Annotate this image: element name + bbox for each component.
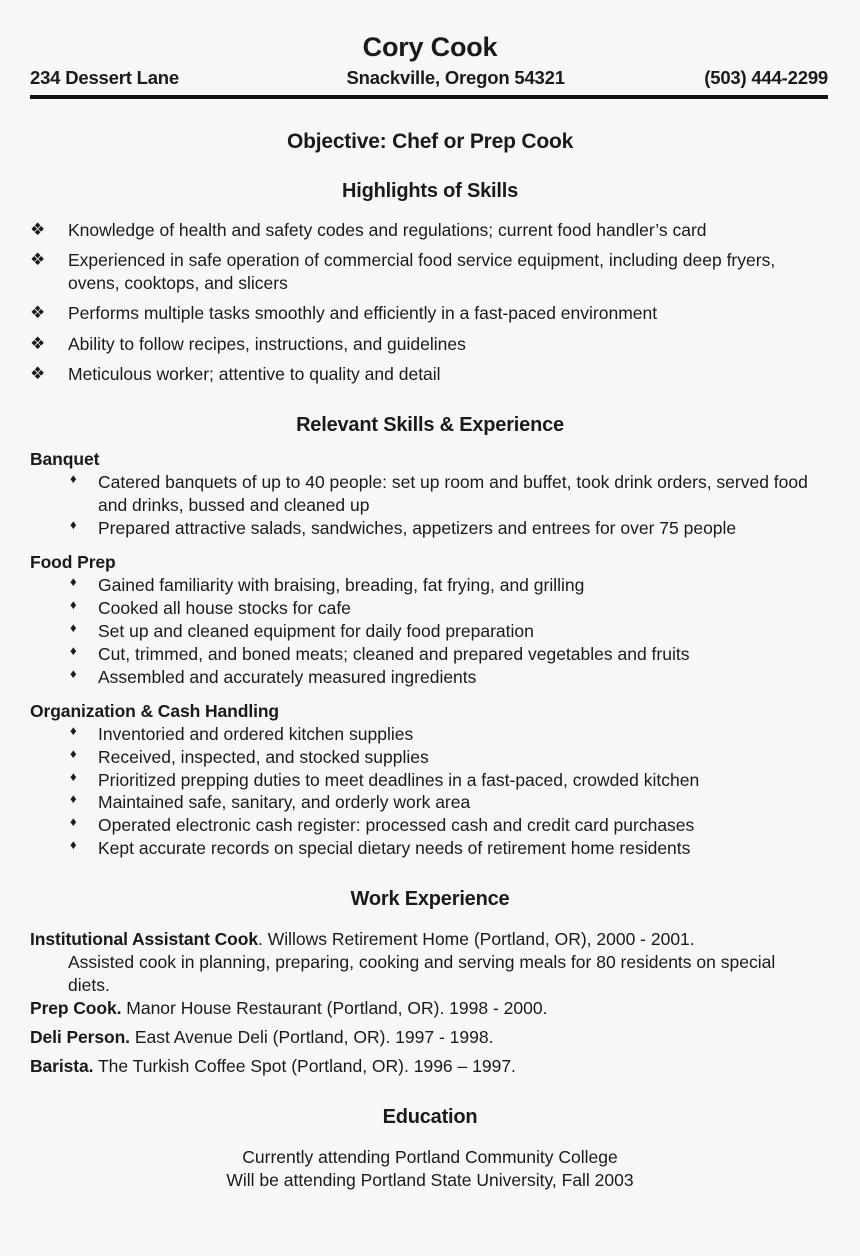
- highlight-text: Performs multiple tasks smoothly and efficiently in a fast-paced environment: [68, 303, 658, 324]
- highlight-item: [0, 219, 860, 241]
- job-entry: [30, 997, 820, 1020]
- small-diamond-bullet-icon: ♦: [70, 471, 77, 487]
- small-diamond-bullet-icon: ♦: [70, 597, 77, 613]
- skill-item: [0, 723, 860, 746]
- skill-item-text: Prepared attractive salads, sandwiches, appetizers and entrees for over 75 people: [98, 518, 737, 539]
- skill-item: [0, 666, 860, 689]
- job-role: Institutional Assistant Cook: [30, 929, 258, 950]
- skill-group: [0, 552, 860, 689]
- section-title-education: Education: [382, 1105, 478, 1128]
- skill-item-text: Operated electronic cash register: processed cash and credit card purchases: [98, 815, 695, 836]
- education-line: Will be attending Portland State University, Fall 2003: [226, 1170, 634, 1191]
- header-divider: [30, 95, 828, 99]
- small-diamond-bullet-icon: ♦: [70, 768, 77, 784]
- skill-item-text: Cooked all house stocks for cafe: [98, 598, 351, 619]
- diamond-bullet-icon: ❖: [30, 220, 46, 239]
- skill-item: [0, 791, 860, 814]
- skill-item-text: Received, inspected, and stocked supplies: [98, 746, 429, 767]
- highlight-text: Ability to follow recipes, instructions, and guidelines: [68, 333, 466, 354]
- highlight-item: [0, 333, 860, 355]
- skill-group-list: [0, 723, 860, 861]
- diamond-bullet-icon: ❖: [30, 363, 46, 383]
- candidate-name: Cory Cook: [362, 32, 498, 62]
- highlight-item: [0, 302, 860, 324]
- skill-item: [0, 837, 860, 860]
- diamond-bullet-icon: ❖: [30, 333, 46, 353]
- job-detail: . Willows Retirement Home (Portland, OR), 2000 - 2001.: [257, 929, 695, 950]
- skill-item: [0, 620, 860, 643]
- skill-item: [0, 471, 860, 517]
- small-diamond-bullet-icon: ♦: [70, 722, 77, 738]
- highlights-list: [0, 219, 860, 385]
- small-diamond-bullet-icon: ♦: [70, 791, 77, 807]
- diamond-bullet-icon: ❖: [30, 303, 46, 323]
- job-detail: The Turkish Coffee Spot (Portland, OR). 1996 – 1997.: [93, 1055, 516, 1076]
- skill-item-text: Catered banquets of up to 40 people: set up room and buffet, took drink orders, served food and drinks, bussed and cleaned up: [98, 472, 808, 516]
- skill-group: [0, 449, 860, 540]
- skill-item-text: Kept accurate records on special dietary needs of retirement home residents: [98, 838, 691, 859]
- small-diamond-bullet-icon: ♦: [70, 745, 77, 761]
- job-role: Deli Person.: [30, 1026, 130, 1047]
- skill-item-text: Cut, trimmed, and boned meats; cleaned and prepared vegetables and fruits: [98, 643, 690, 664]
- skill-group-list: [0, 471, 860, 540]
- contact-row: [30, 67, 828, 89]
- skill-item: [0, 517, 860, 540]
- highlight-text: Meticulous worker; attentive to quality and detail: [68, 363, 441, 384]
- job-entry: [30, 1055, 820, 1078]
- job-role: Prep Cook.: [30, 998, 122, 1019]
- contact-phone: (503) 444-2299: [704, 67, 828, 88]
- skill-item-text: Gained familiarity with braising, breading, fat frying, and grilling: [98, 575, 585, 596]
- diamond-bullet-icon: ❖: [30, 250, 46, 270]
- job-entry: [30, 1026, 820, 1049]
- skill-item-text: Inventoried and ordered kitchen supplies: [98, 723, 414, 744]
- objective-heading: Objective: Chef or Prep Cook: [286, 130, 574, 153]
- highlight-item: [0, 363, 860, 385]
- skill-item-text: Assembled and accurately measured ingredients: [98, 666, 477, 687]
- job-detail: Manor House Restaurant (Portland, OR). 1998 - 2000.: [121, 998, 548, 1019]
- skill-item: [0, 643, 860, 666]
- skill-group-label: Organization & Cash Handling: [30, 700, 280, 721]
- job-description: Assisted cook in planning, preparing, cooking and serving meals for 80 residents on special diets.: [68, 952, 776, 996]
- job-entry: [30, 928, 820, 951]
- skill-item-text: Maintained safe, sanitary, and orderly work area: [98, 792, 471, 813]
- skill-group: [0, 701, 860, 861]
- contact-address: 234 Dessert Lane: [30, 67, 180, 88]
- work-experience-list: [0, 928, 860, 1078]
- highlight-text: Knowledge of health and safety codes and regulations; current food handler’s card: [68, 220, 707, 240]
- skill-item: [0, 814, 860, 837]
- small-diamond-bullet-icon: ♦: [70, 665, 77, 681]
- small-diamond-bullet-icon: ♦: [70, 814, 77, 830]
- skill-item: [0, 574, 860, 597]
- highlight-item: [0, 249, 860, 294]
- skill-item: [0, 746, 860, 769]
- skill-group-list: [0, 574, 860, 689]
- skill-item-text: Set up and cleaned equipment for daily food preparation: [98, 620, 534, 641]
- small-diamond-bullet-icon: ♦: [70, 619, 77, 635]
- small-diamond-bullet-icon: ♦: [70, 642, 77, 658]
- small-diamond-bullet-icon: ♦: [70, 837, 77, 853]
- section-title-highlights: Highlights of Skills: [341, 180, 518, 202]
- skill-item: [0, 597, 860, 620]
- skill-group-label: Food Prep: [30, 552, 116, 573]
- skill-item: [0, 769, 860, 792]
- education-line: Currently attending Portland Community College: [242, 1146, 618, 1167]
- skill-item-text: Prioritized prepping duties to meet deadlines in a fast-paced, crowded kitchen: [98, 769, 700, 790]
- section-title-relevant-skills: Relevant Skills & Experience: [296, 414, 564, 437]
- education-lines: [0, 1146, 860, 1193]
- skill-group-label: Banquet: [30, 449, 100, 470]
- contact-city-state-zip: Snackville, Oregon 54321: [346, 67, 565, 88]
- job-detail: East Avenue Deli (Portland, OR). 1997 - 1998.: [129, 1026, 494, 1047]
- relevant-groups: [0, 449, 860, 860]
- highlight-text: Experienced in safe operation of commercial food service equipment, including deep fryers, ovens, cooktops, and slicers: [68, 250, 776, 293]
- small-diamond-bullet-icon: ♦: [70, 574, 77, 590]
- section-title-work-experience: Work Experience: [350, 888, 510, 911]
- job-role: Barista.: [30, 1055, 94, 1076]
- small-diamond-bullet-icon: ♦: [70, 517, 77, 533]
